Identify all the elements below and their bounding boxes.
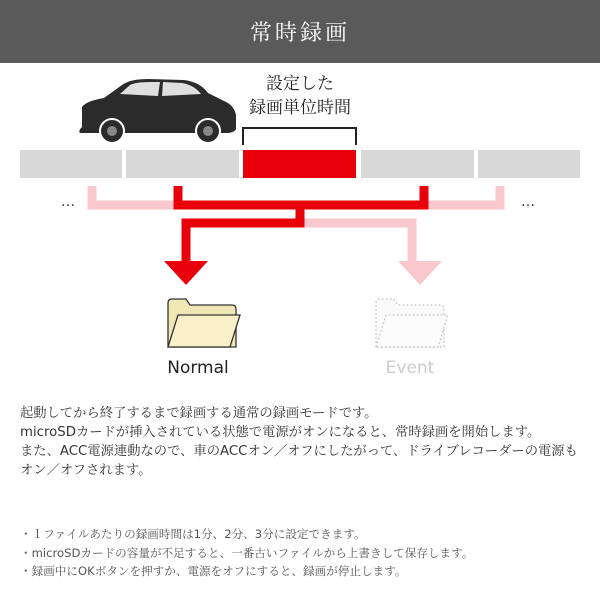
note-item: ・microSDカードの容量が不足すると、一番古いファイルから上書きして保存します。 — [20, 545, 474, 560]
timeline-segment — [126, 150, 239, 178]
segment-bracket — [243, 128, 356, 145]
description-line: また、ACC電源連動なので、車のACCオン／オフにしたがって、ドライブレコーダーの電源もオン／オフされます。 — [20, 444, 578, 478]
page-title: 常時録画 — [249, 21, 350, 46]
timeline — [20, 150, 580, 178]
recording-diagram — [0, 63, 600, 400]
description-line: microSDカードが挿入されている状態で電源がオンになると、常時録画を開始します。 — [20, 425, 541, 440]
ellipsis-left: … — [61, 194, 75, 210]
ellipsis-right: … — [521, 194, 535, 210]
note-item: ・１ファイルあたりの録画時間は1分、2分、3分に設定できます。 — [20, 527, 366, 541]
arrow-to-normal — [164, 261, 208, 285]
timeline-segment — [20, 150, 122, 178]
segment-label-line1: 設定した — [266, 74, 334, 94]
arrow-to-event — [398, 261, 442, 285]
event-folder-label: Event — [385, 358, 435, 378]
notes-list — [20, 525, 590, 581]
event-folder-icon — [376, 299, 448, 347]
header-bar — [0, 0, 600, 63]
timeline-segment — [361, 150, 474, 178]
description-text — [20, 404, 585, 480]
note-item: ・録画中にOKボタンを押すか、電源をオフにすると、録画が停止します。 — [20, 564, 407, 578]
car-icon — [79, 79, 236, 143]
timeline-segment-active — [243, 150, 356, 178]
timeline-segment — [478, 150, 580, 178]
description-line: 起動してから終了するまで録画する通常の録画モードです。 — [20, 406, 378, 421]
normal-folder-icon — [168, 299, 240, 347]
normal-folder-label: Normal — [167, 358, 229, 378]
segment-label-line2: 録画単位時間 — [249, 98, 351, 118]
